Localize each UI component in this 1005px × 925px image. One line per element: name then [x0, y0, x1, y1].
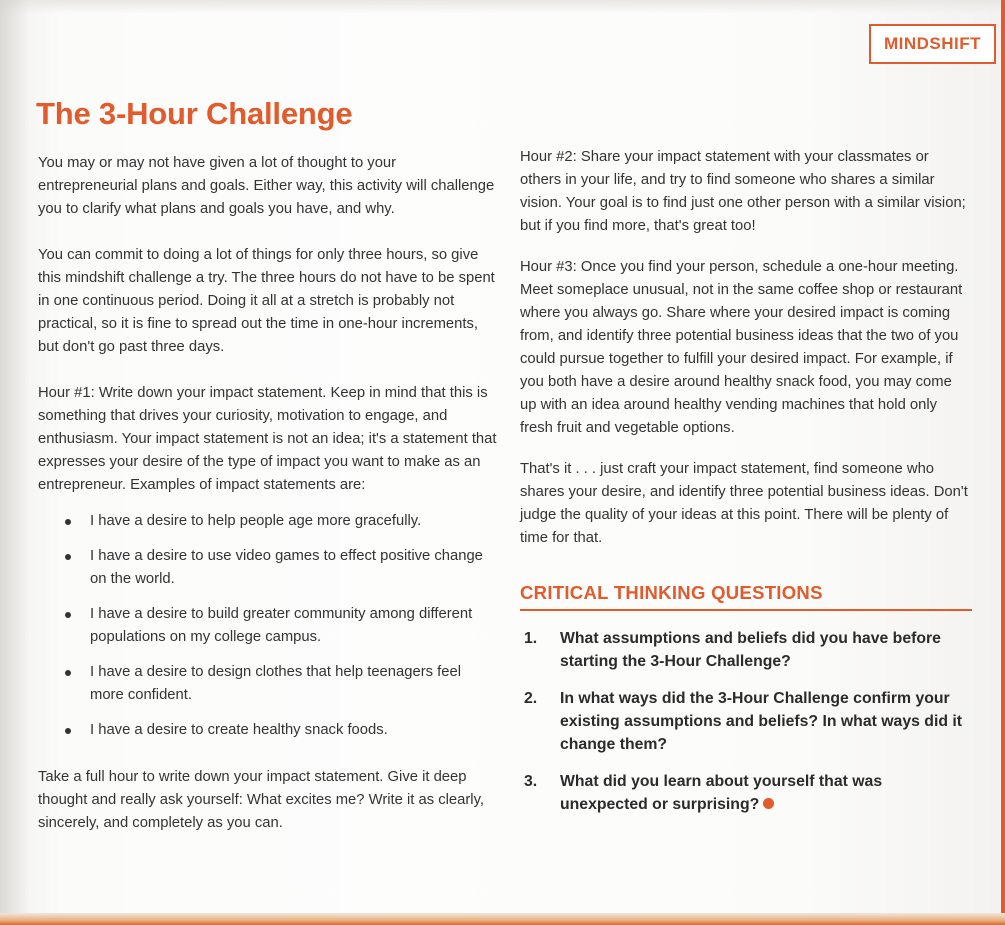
- right-edge-accent: [1001, 0, 1005, 925]
- question-text: What did you learn about yourself that was unexpected or surprising?: [560, 773, 883, 813]
- bullet-icon: [65, 519, 71, 525]
- critical-thinking-heading: CRITICAL THINKING QUESTIONS: [520, 582, 972, 611]
- end-mark-icon: [763, 798, 774, 809]
- page-title: The 3-Hour Challenge: [36, 96, 353, 131]
- list-item: [38, 719, 498, 742]
- question-item: [520, 627, 972, 673]
- hour2-paragraph: Hour #2: Share your impact statement with your classmates or others in your life, and try to find someone who shares a similar vision. Your goal is to find just one other person with a similar vision; but if you find more, that's great too!: [520, 149, 966, 234]
- bullet-icon: [65, 728, 71, 734]
- spine-shadow: [0, 0, 30, 925]
- list-item-text: I have a desire to build greater community among different populations on my college campus.: [90, 606, 473, 645]
- list-item-text: I have a desire to design clothes that help teenagers feel more confident.: [90, 664, 461, 703]
- list-item: [38, 603, 498, 649]
- question-number: 1.: [524, 630, 538, 647]
- top-shadow: [0, 0, 1005, 14]
- list-item-text: I have a desire to use video games to effect positive change on the world.: [90, 548, 483, 587]
- closing-paragraph: Take a full hour to write down your impact statement. Give it deep thought and really ask yourself: What excites me? Write it as clearly, sincerely, and completely as you can.: [38, 769, 485, 831]
- list-item-text: I have a desire to create healthy snack foods.: [90, 722, 388, 738]
- impact-examples-list: [38, 510, 498, 742]
- list-item-text: I have a desire to help people age more gracefully.: [90, 513, 422, 529]
- bullet-icon: [65, 554, 71, 560]
- bottom-edge-accent: [0, 913, 1005, 925]
- left-column: [38, 152, 498, 835]
- question-text: What assumptions and beliefs did you have before starting the 3-Hour Challenge?: [560, 630, 941, 670]
- list-item: [38, 661, 498, 707]
- hour1-paragraph: Hour #1: Write down your impact statement. Keep in mind that this is something that drives your curiosity, motivation to engage, and enthusiasm. Your impact statement is not an idea; it's a statement that expresses your desire of the type of impact you want to make as an entrepreneur. Examples of impact statements are:: [38, 385, 497, 493]
- bullet-icon: [65, 612, 71, 618]
- question-text: In what ways did the 3-Hour Challenge confirm your existing assumptions and beliefs? In what ways did it change them?: [560, 690, 963, 753]
- list-item: [38, 545, 498, 591]
- bullet-icon: [65, 670, 71, 676]
- question-number: 2.: [524, 690, 538, 707]
- question-item: [520, 687, 972, 756]
- question-item: [520, 770, 972, 816]
- intro-paragraph: You may or may not have given a lot of thought to your entrepreneurial plans and goals. Either way, this activity will challenge you to clarify what plans and goals you have, and why.: [38, 155, 495, 217]
- list-item: [38, 510, 498, 533]
- hour3-paragraph: Hour #3: Once you find your person, schedule a one-hour meeting. Meet someplace unusual, not in the same coffee shop or restaurant where you always go. Share where your desired impact is coming from, and identify three potential business ideas that the two of you could pursue together to fulfill your desired impact. For example, if you both have a desire around healthy snack food, you may come up with an idea around healthy vending machines that hold only fresh fruit and vegetable options.: [520, 259, 963, 436]
- right-column: [520, 146, 972, 830]
- mindshift-tab: MINDSHIFT: [869, 24, 996, 64]
- summary-paragraph: That's it . . . just craft your impact statement, find someone who shares your desire, and identify three potential business ideas. Don't judge the quality of your ideas at this point. There will be plenty of time for that.: [520, 461, 968, 546]
- question-number: 3.: [524, 773, 538, 790]
- commit-paragraph: You can commit to doing a lot of things for only three hours, so give this mindshift challenge a try. The three hours do not have to be spent in one continuous period. Doing it all at a stretch is probably not practical, so it is fine to spread out the time in one-hour increments, but don't go past three days.: [38, 247, 495, 355]
- critical-thinking-questions: [520, 627, 972, 816]
